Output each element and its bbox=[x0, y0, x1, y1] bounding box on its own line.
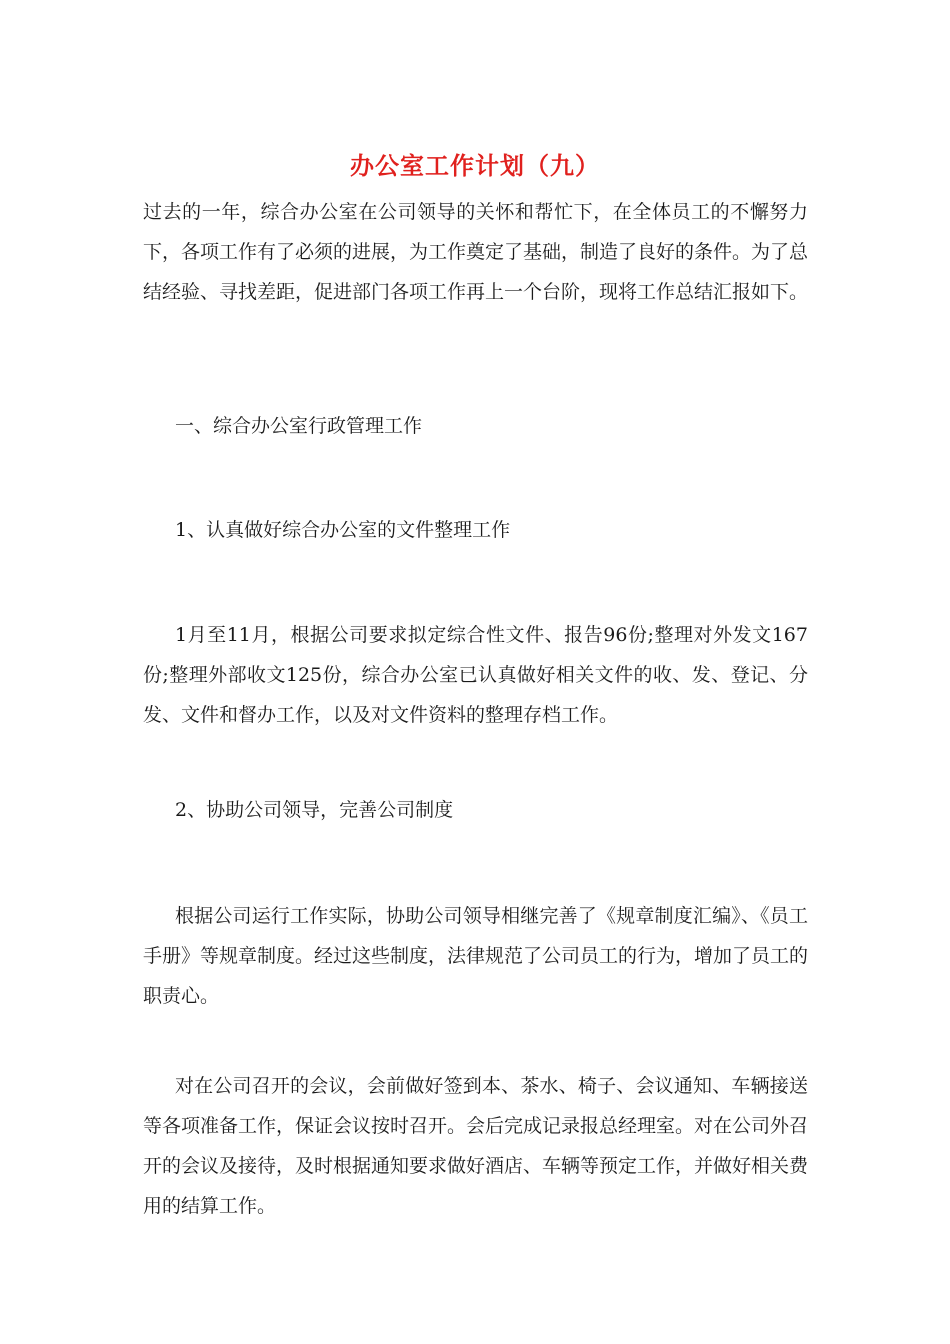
document-title: 办公室工作计划（九） bbox=[350, 151, 600, 180]
section-heading-admin: 一、综合办公室行政管理工作 bbox=[175, 415, 423, 437]
subsection-heading-rules: 2、协助公司领导，完善公司制度 bbox=[175, 799, 454, 821]
intro-paragraph: 过去的一年，综合办公室在公司领导的关怀和帮忙下，在全体员工的不懈努力下，各项工作有了必须的进展，为工作奠定了基础，制造了良好的条件。为了总结经验、寻找差距，促进部门各项工作再上一个台阶，现将工作总结汇报如下。 bbox=[143, 201, 809, 303]
files-paragraph: 1月至11月，根据公司要求拟定综合性文件、报告96份;整理对外发文167份;整理外部收文125份，综合办公室已认真做好相关文件的收、发、登记、分发、文件和督办工作，以及对文件资料的整理存档工作。 bbox=[143, 624, 808, 726]
subsection-heading-files: 1、认真做好综合办公室的文件整理工作 bbox=[175, 519, 511, 541]
meetings-paragraph: 对在公司召开的会议，会前做好签到本、茶水、椅子、会议通知、车辆接送等各项准备工作，保证会议按时召开。会后完成记录报总经理室。对在公司外召开的会议及接待，及时根据通知要求做好酒店、车辆等预定工作，并做好相关费用的结算工作。 bbox=[143, 1075, 809, 1217]
rules-paragraph: 根据公司运行工作实际，协助公司领导相继完善了《规章制度汇编》、《员工手册》等规章制度。经过这些制度，法律规范了公司员工的行为，增加了员工的职责心。 bbox=[143, 905, 809, 1007]
